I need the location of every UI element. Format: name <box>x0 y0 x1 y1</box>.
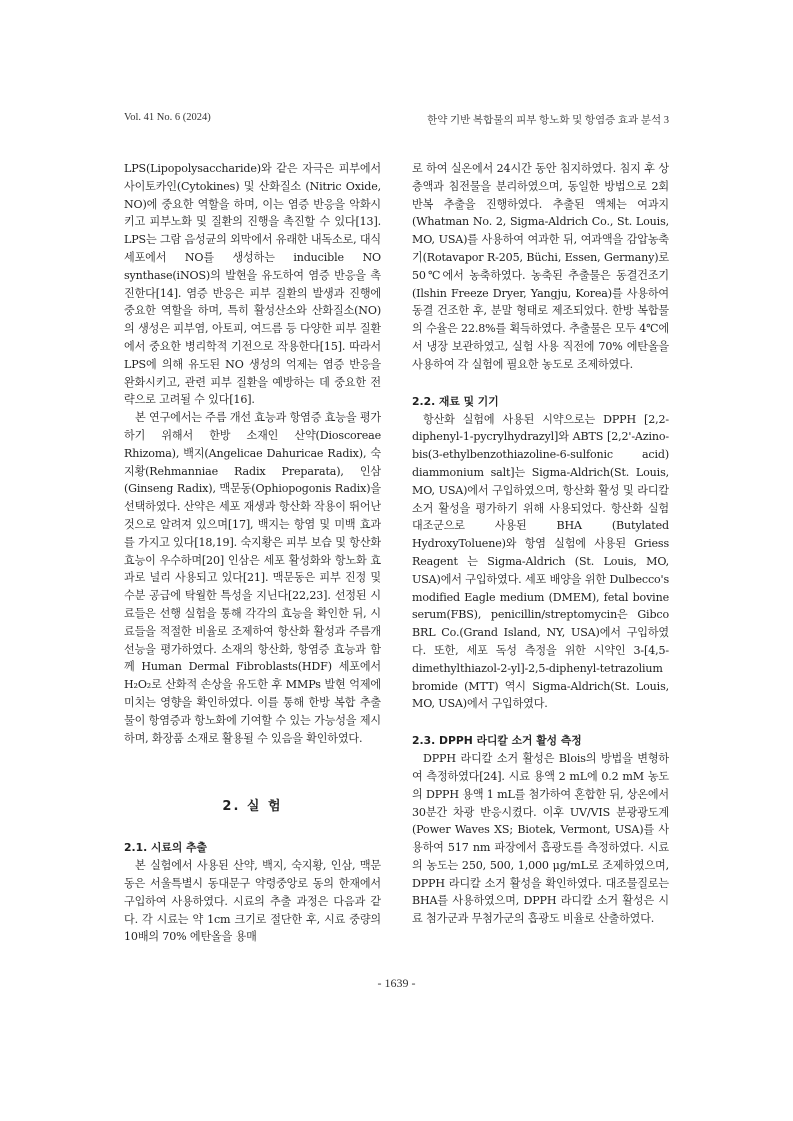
right-column <box>412 160 669 928</box>
running-title: 한약 기반 복합물의 피부 항노화 및 항염증 효과 분석 3 <box>427 115 669 126</box>
running-header <box>124 112 669 128</box>
subsection-title-2-2: 2.2. 재료 및 기기 <box>412 394 499 408</box>
intro-paragraph-2: 본 연구에서는 주름 개선 효능과 항염증 효능을 평가하기 위해서 한방 소재인 산약(Dioscoreae Rhizoma), 백지(Angelicae Dahuricae Radix), 숙지황(Rehmanniae Radix Preparata), 인삼(Ginseng Radix), 맥문동(Ophiopogonis Radix)을 선택하였다. 산약은 세포 재생과 항산화 작용이 뛰어난 것으로 알려져 있으며[17], 백지는 항염 및 미백 효과를 가지고 있다[18,19]. 숙지황은 피부 보습 및 항산화 효능이 우수하며[20] 인삼은 세포 활성화와 항노화 효과로 널리 사용되고 있다[21]. 맥문동은 피부 진정 및 수분 공급에 탁월한 특성을 지닌다[22,23]. 선정된 시료들은 선행 실험을 통해 각각의 효능을 확인한 뒤, 시료들을 적절한 비율로 조제하여 항산화 활성과 주름개선능을 평가하였다. 소재의 항산화, 항염증 효능과 함께 Human Dermal Fibroblasts(HDF) 세포에서 H₂O₂로 산화적 손상을 유도한 후 MMPs 발현 억제에 미치는 영향을 확인하였다. 이를 통해 한방 복합 추출물이 항염증과 항노화에 기여할 수 있는 가능성을 제시하며, 화장품 소재로 활용될 수 있음을 확인하였다. <box>124 411 381 745</box>
subsection-title-2-3: 2.3. DPPH 라디칼 소거 활성 측정 <box>412 734 582 748</box>
subsection-text-2-1: 본 실험에서 사용된 산약, 백지, 숙지황, 인삼, 맥문동은 서울특별시 동대문구 약령중앙로 동의 한재에서 구입하여 사용하였다. 시료의 추출 과정은 다음과 같다. 각 시료는 약 1cm 크기로 절단한 후, 시료 중량의 10배의 70% 에탄올을 용매 <box>124 859 381 944</box>
intro-paragraph-1: LPS(Lipopolysaccharide)와 같은 자극은 피부에서 사이토카인(Cytokines) 및 산화질소 (Nitric Oxide, NO)에 중요한 역할을 하며, 이는 염증 반응을 악화시키고 피부노화 및 질환의 진행을 촉진할 수 있다[13]. LPS는 그람 음성균의 외막에서 유래한 내독소로, 대식세포에서 NO를 생성하는 inducible NO synthase(iNOS)의 발현을 유도하여 염증 반응을 촉진한다[14]. 염증 반응은 피부 질환의 발생과 진행에 중요한 역할을 하며, 특히 활성산소와 산화질소(NO)의 생성은 피부염, 아토피, 여드름 등 다양한 피부 질환에서 중요한 병리학적 기전으로 작용한다[15]. 따라서 LPS에 의해 유도된 NO 생성의 억제는 염증 반응을 완화시키고, 관련 피부 질환을 예방하는 데 중요한 전략으로 고려될 수 있다[16]. <box>124 162 381 407</box>
section-title: 2. 실 험 <box>222 799 283 815</box>
left-column <box>124 160 381 946</box>
page-number: - 1639 - <box>377 976 416 990</box>
subsection-text-2-2: 항산화 실험에 사용된 시약으로는 DPPH [2,2-diphenyl-1-pycrylhydrazyl]와 ABTS [2,2'-Azino-bis(3-ethylbenzothiazoline-6-sulfonic acid) diammonium salt]는 Sigma-Aldrich(St. Louis, MO, USA)에서 구입하였으며, 항산화 활성 및 라디칼 소거 활성을 평가하기 위해 사용되었다. 항산화 실험 대조군으로 사용된 BHA (Butylated HydroxyToluene)와 항염 실험에 사용된 Griess Reagent 는 Sigma-Aldrich (St. Louis, MO, USA)에서 구입하였다. 세포 배양을 위한 Dulbecco's modified Eagle medium (DMEM), fetal bovine serum(FBS), penicillin/streptomycin은 Gibco BRL Co.(Grand Island, NY, USA)에서 구입하였다. 또한, 세포 독성 측정을 위한 시약인 3-[4,5-dimethylthiazol-2-yl]-2,5-diphenyl-tetrazolium bromide (MTT) 역시 Sigma-Aldrich(St. Louis, MO, USA)에서 구입하였다. <box>412 412 669 711</box>
subsection-title-2-1: 2.1. 시료의 추출 <box>124 841 207 855</box>
extraction-continued: 로 하여 실온에서 24시간 동안 침지하였다. 침지 후 상층액과 침전물을 분리하였으며, 동일한 방법으로 2회 반복 추출을 진행하였다. 추출된 액체는 여과지(Whatman No. 2, Sigma-Aldrich Co., St. Louis, MO, USA)를 사용하여 여과한 뒤, 여과액을 감압농축기(Rotavapor R-205, Büchi, Essen, Germany)로 50℃에서 농축하였다. 농축된 추출물은 동결건조기(Ilshin Freeze Dryer, Yangju, Korea)를 사용하여 동결 건조한 후, 분말 형태로 제조되었다. 한방 복합물의 수율은 22.8%를 획득하였다. 추출물은 모두 4℃에서 냉장 보관하였고, 실험 사용 직전에 70% 에탄올을 사용하여 각 실험에 필요한 농도로 조제하였다. <box>412 162 669 371</box>
subsection-text-2-3: DPPH 라디칼 소거 활성은 Blois의 방법을 변형하여 측정하였다[24]. 시료 용액 2 mL에 0.2 mM 농도의 DPPH 용액 1 mL를 첨가하여 혼합한 뒤, 상온에서 30분간 차광 반응시켰다. 이후 UV/VIS 분광광도계(Power Waves XS; Biotek, Vermont, USA)를 사용하여 517 nm 파장에서 흡광도를 측정하였다. 시료의 농도는 250, 500, 1,000 μg/mL로 조제하였으며, DPPH 라디칼 소거 활성을 확인하였다. 대조물질로는 BHA를 사용하였으며, DPPH 라디칼 소거 활성은 시료 첨가군과 무첨가군의 흡광도 비율로 산출하였다. <box>412 752 669 926</box>
journal-volume: Vol. 41 No. 6 (2024) <box>124 112 211 123</box>
